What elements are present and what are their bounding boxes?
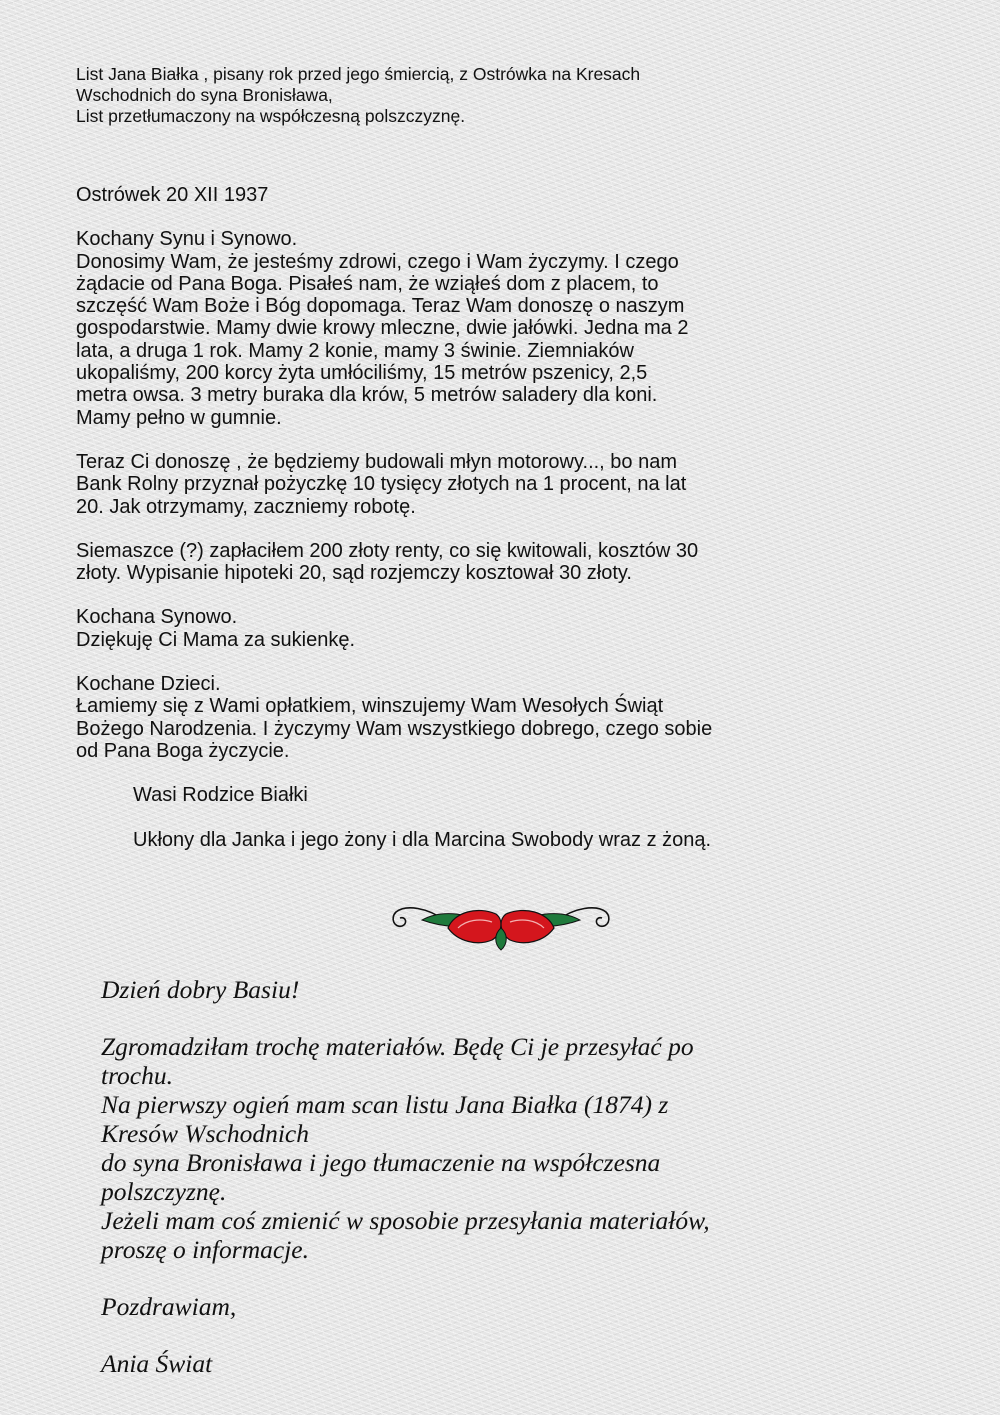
header-line: Wschodnich do syna Bronisława, <box>76 85 333 105</box>
letter-paragraph-5 <box>76 673 976 762</box>
note-line: Zgromadziłam trochę materiałów. Będę Ci je przesyłać po <box>101 1032 694 1061</box>
letter-line: od Pana Boga życzycie. <box>76 739 290 762</box>
letter-line: Donosimy Wam, że jesteśmy zdrowi, czego i Wam życzymy. I czego <box>76 250 679 273</box>
letter-line: Mamy pełno w gumnie. <box>76 406 282 429</box>
letter-signature: Wasi Rodzice Białki <box>133 784 308 807</box>
letter-paragraph-4 <box>76 606 976 651</box>
letter-line: metra owsa. 3 metry buraka dla krów, 5 metrów saladery dla koni. <box>76 384 658 407</box>
letter-line: Kochana Synowo. <box>76 606 238 629</box>
note-line: proszę o informacje. <box>101 1235 309 1264</box>
letter-line: Kochane Dzieci. <box>76 673 221 696</box>
letter-line: złoty. Wypisanie hipoteki 20, sąd rozjemczy kosztował 30 złoty. <box>76 562 632 585</box>
header-line: List przetłumaczony na współczesną polszczyznę. <box>76 106 466 126</box>
note-line: do syna Bronisława i jego tłumaczenie na współczesna <box>101 1148 661 1177</box>
note-line: trochu. <box>101 1061 174 1090</box>
letter-line: Teraz Ci donoszę , że będziemy budowali młyn motorowy..., bo nam <box>76 450 678 473</box>
note-greeting-block <box>101 975 981 1004</box>
letter-line: Bożego Narodzenia. I życzymy Wam wszystkiego dobrego, czego sobie <box>76 717 713 740</box>
letter-signature-block <box>76 784 976 806</box>
letter-line: 20. Jak otrzymamy, zaczniemy robotę. <box>76 495 416 518</box>
letter-line: Dziękuję Ci Mama za sukienkę. <box>76 628 355 651</box>
letter-paragraph-2 <box>76 451 976 518</box>
note-line: polszczyznę. <box>101 1177 227 1206</box>
letter-paragraph-1 <box>76 228 976 429</box>
place-date: Ostrówek 20 XII 1937 <box>76 184 269 206</box>
letter-postscript-block <box>76 829 976 851</box>
letter-line: żądacie od Pana Boga. Pisałeś nam, że wziąłeś dom z placem, to <box>76 272 659 295</box>
note-line: Na pierwszy ogień mam scan listu Jana Białka (1874) z <box>101 1090 669 1119</box>
note-author: Ania Świat <box>101 1349 213 1378</box>
letter-paragraph-3 <box>76 540 976 585</box>
cover-note <box>101 975 981 1406</box>
letter-line: ukopaliśmy, 200 korcy żyta umłóciliśmy, 15 metrów pszenicy, 2,5 <box>76 362 648 385</box>
note-body <box>101 1032 981 1264</box>
note-greeting: Dzień dobry Basiu! <box>101 975 300 1004</box>
letter-line: Kochany Synu i Synowo. <box>76 228 298 251</box>
letter-line: Bank Rolny przyznał pożyczkę 10 tysięcy złotych na 1 procent, na lat <box>76 473 687 496</box>
letter-line: Łamiemy się z Wami opłatkiem, winszujemy Wam Wesołych Świąt <box>76 695 664 718</box>
document-header <box>76 64 956 127</box>
letter-line: lata, a druga 1 rok. Mamy 2 konie, mamy 3 świnie. Ziemniaków <box>76 339 634 362</box>
header-line: List Jana Białka , pisany rok przed jego śmiercią, z Ostrówka na Kresach <box>76 64 641 84</box>
letter-postscript: Ukłony dla Janka i jego żony i dla Marcina Swobody wraz z żoną. <box>133 828 712 851</box>
note-line: Kresów Wschodnich <box>101 1119 309 1148</box>
letter-place-date <box>76 184 976 206</box>
note-closing-block <box>101 1292 981 1321</box>
letter-line: gospodarstwie. Mamy dwie krowy mleczne, dwie jałówki. Jedna ma 2 <box>76 317 689 340</box>
letter-translation <box>76 184 976 873</box>
letter-line: Siemaszce (?) zapłaciłem 200 złoty renty, co się kwitowali, kosztów 30 <box>76 539 699 562</box>
note-author-block <box>101 1349 981 1378</box>
floral-divider-icon <box>388 898 614 954</box>
note-line: Jeżeli mam coś zmienić w sposobie przesyłania materiałów, <box>101 1206 710 1235</box>
letter-line: szczęść Wam Boże i Bóg dopomaga. Teraz Wam donoszę o naszym <box>76 295 685 318</box>
note-closing: Pozdrawiam, <box>101 1292 237 1321</box>
